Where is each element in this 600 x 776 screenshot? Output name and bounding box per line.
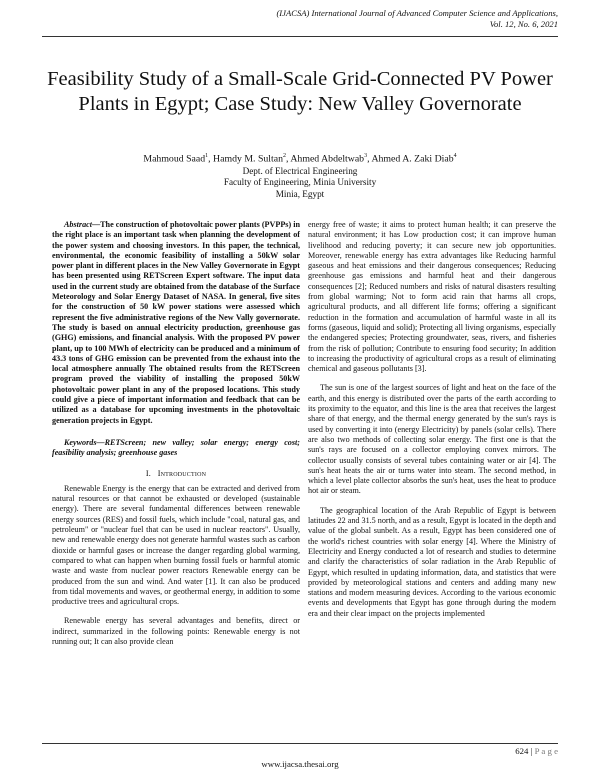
running-header <box>276 8 558 30</box>
page-word: P a g e <box>534 746 558 756</box>
section-title: Introduction <box>157 468 207 478</box>
author-name: Hamdy M. Sultan <box>213 153 283 165</box>
author-name: Ahmed Abdeltwab <box>290 153 365 165</box>
author-affiliation-mark: 4 <box>453 153 457 159</box>
body-paragraph: The geographical location of the Arab Republic of Egypt is between latitudes 22 and 31.5 north, and as a result, Egypt is located in the depth and value of the global sunbelt. As a result, Egypt has been considered one of the world's richest countries with solar energy [4]. Where the Ministry of Electricity and Energy conducted a lot of research and studies to determine and clarify the characteristics of solar radiation in the Arab Republic of Egypt, which resulted in updating information, data, and statistics that were provided by meteorological stations and centers and adding many new stations and modern measuring devices. According to the various economic events and developments that Egypt has gone through during the modern era and their clear impact on the projects implemented <box>308 505 556 618</box>
abstract <box>52 220 300 426</box>
section-number: I. <box>145 468 151 478</box>
author-name: Mahmoud Saad <box>143 153 206 165</box>
author-list: Mahmoud Saad$^1$, Hamdy M. Sultan$^2$, Ahmed Abdeltwab$^3$, Ahmed A. Zaki Diab$^4$ <box>143 153 457 165</box>
affiliation-department: Dept. of Electrical Engineering <box>242 166 358 176</box>
paper-title: Feasibility Study of a Small-Scale Grid-Connected PV Power Plants in Egypt; Case Study: New Valley Governorate <box>47 67 553 116</box>
author-affiliation-mark: 1 <box>205 153 209 159</box>
journal-url[interactable]: www.ijacsa.thesai.org <box>261 759 339 769</box>
header-rule <box>42 36 558 37</box>
journal-name: (IJACSA) International Journal of Advanced Computer Science and Applications, <box>276 8 558 18</box>
journal-volume: Vol. 12, No. 6, 2021 <box>489 19 558 29</box>
affiliation-faculty: Faculty of Engineering, Minia University <box>223 177 377 188</box>
author-name: Ahmed A. Zaki Diab <box>371 153 454 165</box>
body-paragraph: Renewable Energy is the energy that can be extracted and derived from natural resources or that cannot be exhausted or developed (sustainable energy). There are several fundamental differences between renewable energy sources (RES) and fossil fuels, which include "coal, natural gas, and petroleum" or "nuclear fuel that can be used in nuclear reactors". Usually, new and renewable energy does not generate harmful wastes such as carbon dioxide or harmful gases or increase the danger regarding global warming, compared to what can happen when burning fossil fuels or harmful atomic waste and waste from nuclear power reactors Renewable energy can be produced from the sun and wind. And water [1]. It can also be produced from tidal movements and waves, or geothermal energy, in addition to some productive trees and agricultural crops. <box>52 483 300 607</box>
page-number-value: 624 <box>515 746 529 756</box>
body-paragraph: energy free of waste; it aims to protect human health; it can preserve the natural environment; it has Low production cost; it can improve human livelihood and reducing poverty; it can secure new job opportunities. Moreover, renewable energy has extra advantages like Reducing harmful gaseous and heat emissions and their dangerous consequences; Reducing greenhouse gas emissions and harmful heat and their dangerous consequences [2]; Reduced numbers and risks of natural disasters resulting from global warming; Not to form acid rain that harms all crops, agricultural products, and all different life forms; offering a significant reduction in the formation and accumulation of harmful waste in all its forms (gaseous, liquid and solid); Protecting all living organisms, especially the endangered species; Protecting groundwater, seas, rivers, and fisheries from the risk of pollution; Contribute to ensuring food security; In addition to increasing the productivity of agricultural crops as a result of eliminating chemical and gaseous pollutants [3]. <box>308 220 556 374</box>
affiliation-block <box>40 166 560 200</box>
abstract-text: —The construction of photovoltaic power plants (PVPPs) in the right place is an important task when planning the development of the power system and choosing investors. In this paper, the technical, environmental, the economic feasibility of installing a 50kW solar power plant in different places in the New Valley Governorate in Egypt has been presented using RETScreen Expert software. The input data used in the current study are obtained from the database of the Surface Meteorology and Solar Energy Dataset of NASA. In general, five sites for the construction of 50 kW power stations were assessed which represent the five administrative regions of the New Vally governorate. The study is based on annual electricity production, greenhouse gas (GHG) emissions, and financial analysis. With the proposed PV power plant, up to 100 MWh of electricity can be produced and a minimum of 43.3 tons of GHG emission can be prevented from the exhaust into the local atmosphere annually The obtained results from the RETScreen program proved the viability of installing the proposed 50kW photovoltaic power plant in any of the proposed locations. This study could give a piece of important information and feedback that can be utilized as a database for upcoming investments in the photovoltaic generation projects in Egypt. <box>52 220 300 425</box>
left-column <box>52 220 300 656</box>
author-affiliation-mark: 2 <box>282 153 286 159</box>
right-column <box>308 220 556 628</box>
footer-rule <box>42 743 558 744</box>
author-affiliation-mark: 3 <box>364 153 368 159</box>
affiliation-city: Minia, Egypt <box>275 188 325 199</box>
section-heading <box>52 469 300 479</box>
body-paragraph: Renewable energy has several advantages and benefits, direct or indirect, summarized in the following points: Renewable energy is not running out; It can also provide clean <box>52 616 300 646</box>
body-paragraph: The sun is one of the largest sources of light and heat on the face of the earth, and this energy is distributed over the parts of the earth according to its proximity to the equator, and this line is the area that receives the largest share of that energy, and the thermal energy generated by the sun's rays is used by converting it into (energy Electricity) by panels (solar cells). There are also two methods of collecting solar energy. The first one is that the sun's rays are focused on a collector employing convex mirrors. The collector usually consists of several tubes containing water or air [4]. The sun's heat heats the air or turns water into steam. The second method, in which a level plate collector absorbs the sun's heat, uses the heat to produce hot air or steam. <box>308 383 556 496</box>
abstract-label: Abstract <box>64 220 92 229</box>
page-number: 624 | P a g e <box>515 746 558 756</box>
keywords: Keywords—RETScreen; new valley; solar energy; energy cost; feasibility analysis; greenhouse gases <box>52 437 300 458</box>
